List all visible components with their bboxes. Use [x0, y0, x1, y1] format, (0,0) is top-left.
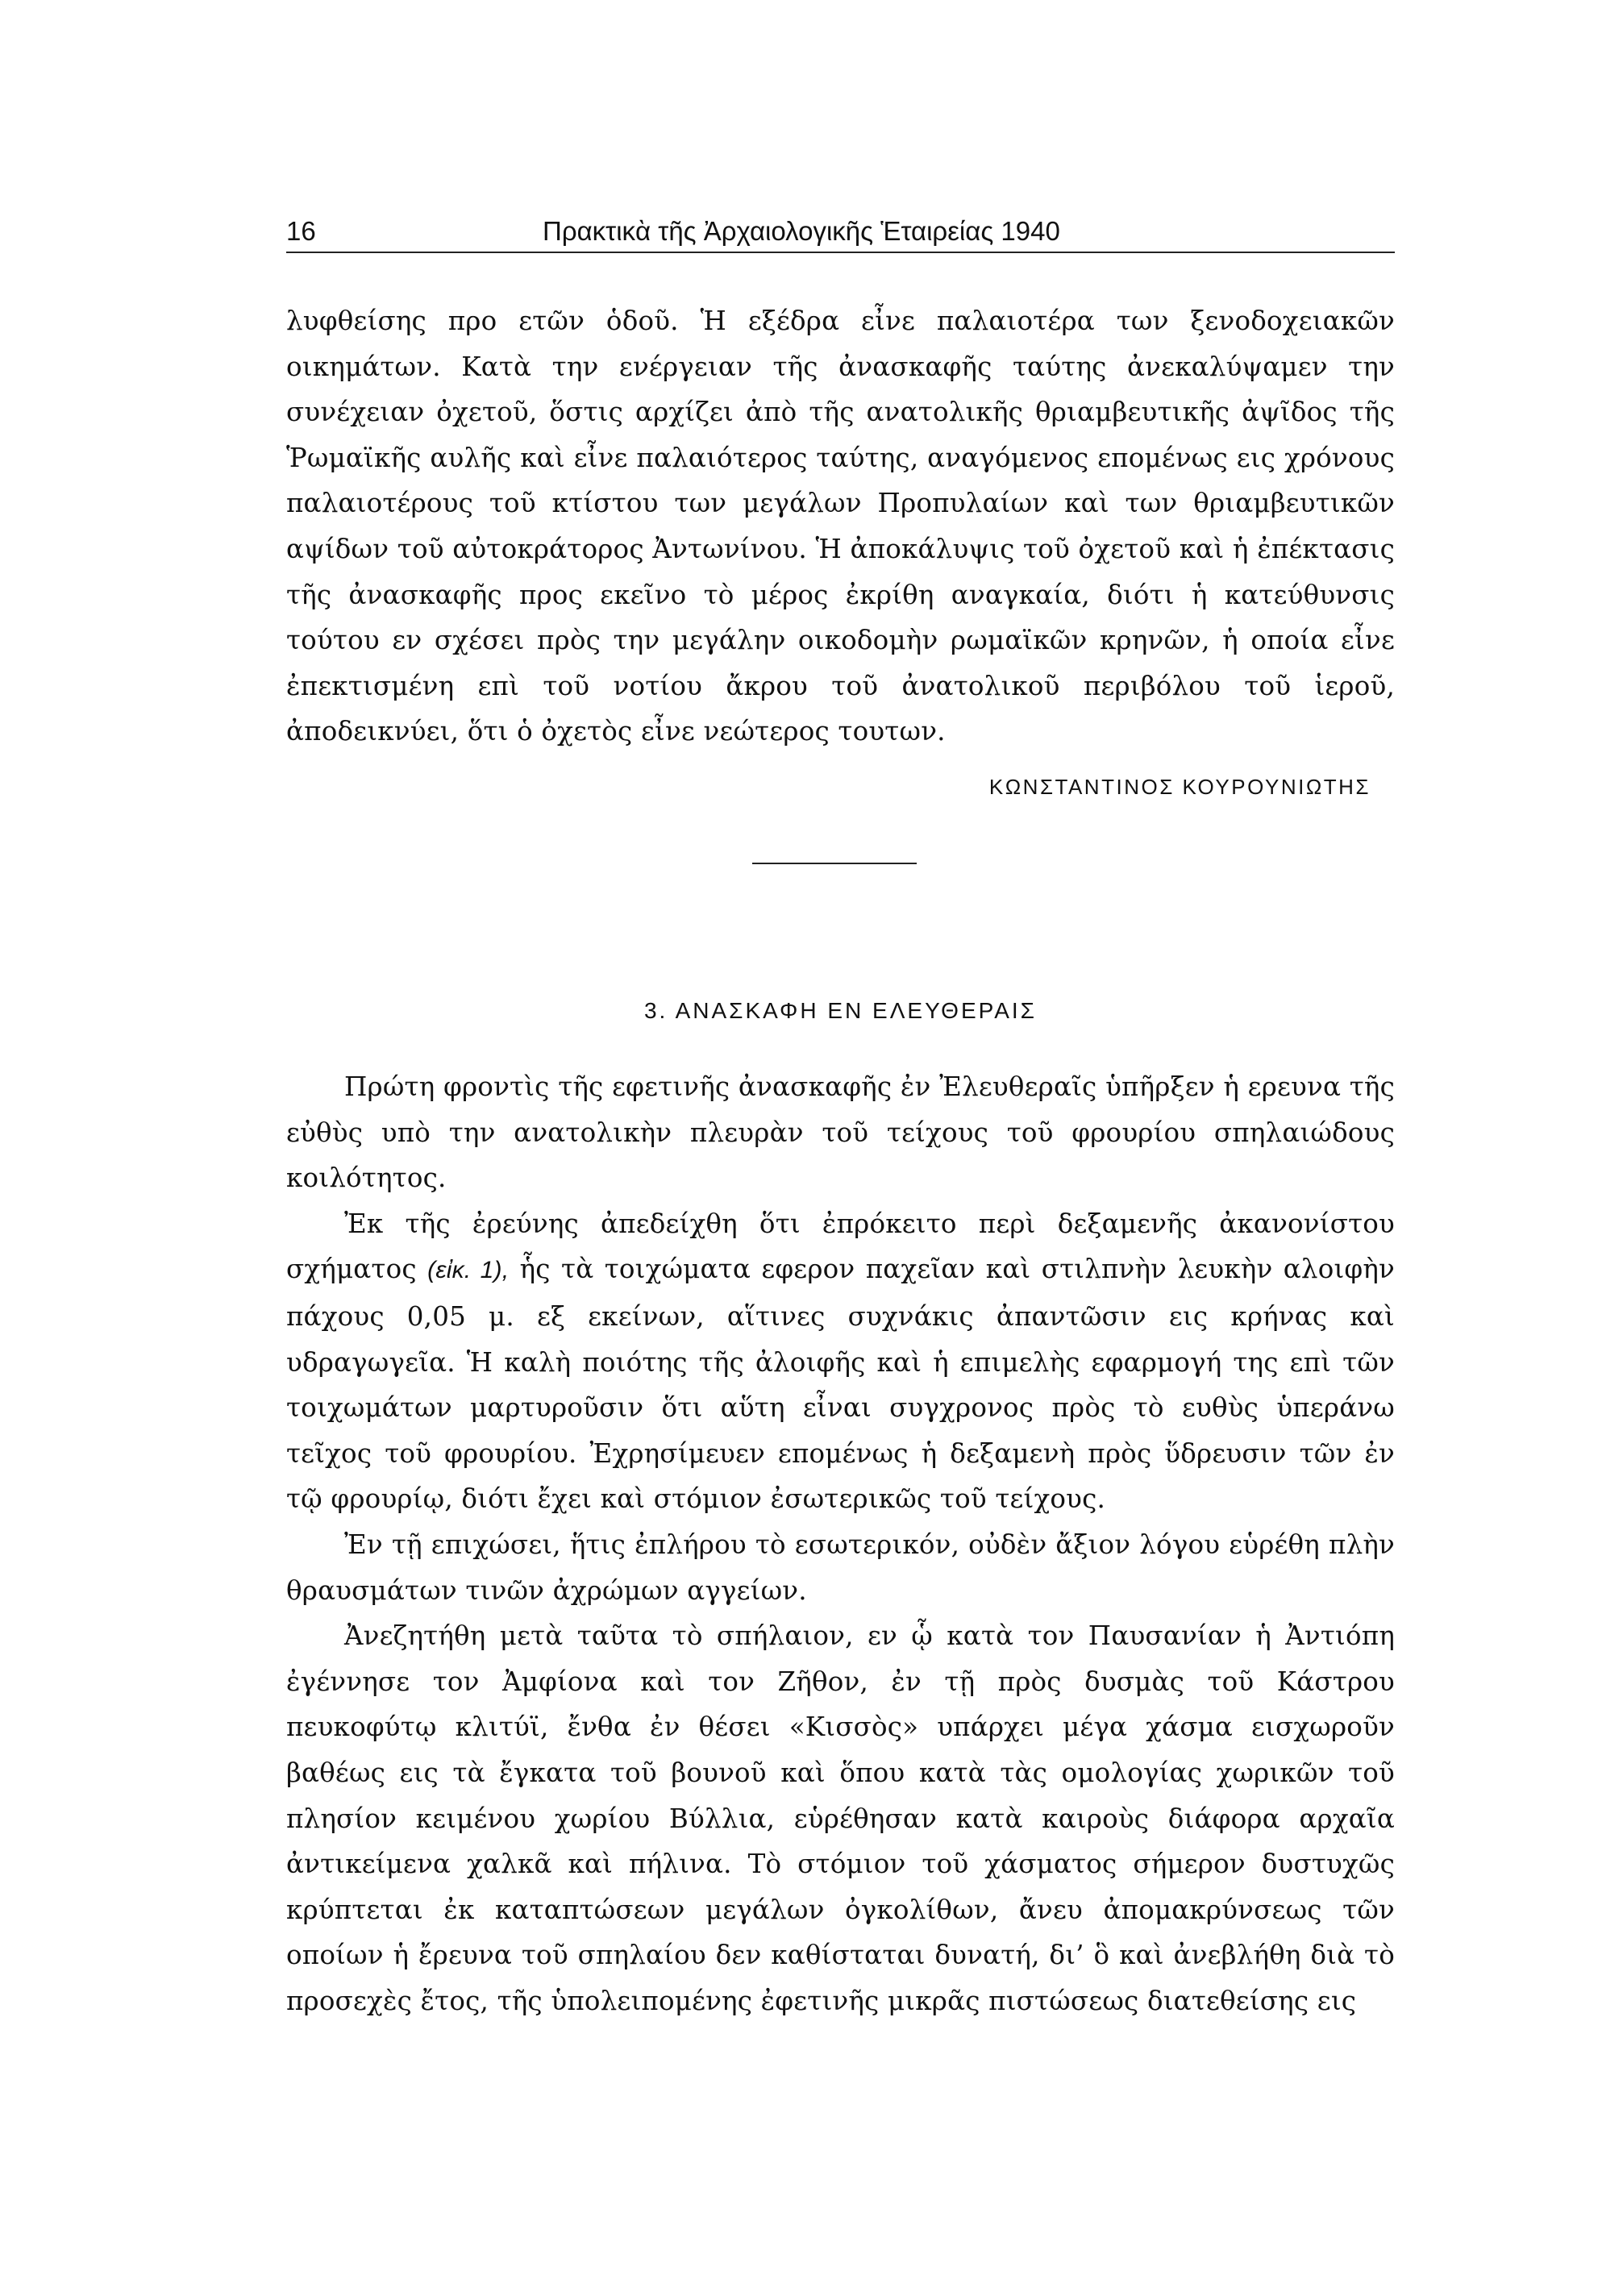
running-head [286, 211, 1395, 253]
document-page [286, 0, 1395, 2296]
paragraph: Ἐν τῇ επιχώσει, ἥτις ἐπλήρου τὸ εσωτερικόν, οὐδὲν ἄξιον λόγου εὑρέθη πλὴν θραυσμάτων τινῶν ἀχρώμων αγγείων. [286, 1529, 1395, 1606]
journal-title: Πρακτικὰ τῆς Ἀρχαιολογικῆς Ἑταιρείας 1940 [543, 216, 1060, 246]
page-number: 16 [286, 216, 316, 246]
paragraph-text: Ἐκ τῆς ἐρεύνης ἀπεδείχθη ὅτι ἐπρόκειτο περὶ δεξαμενῆς ἀκανονίστου σχήματος [286, 1208, 1395, 1285]
paragraph-text: ἧς τὰ τοιχώματα εφερον παχεῖαν καὶ στιλπνὴν λευκὴν αλοιφὴν πάχους 0,05 μ. εξ εκείνων, αἵτινες συχνάκις ἀπαντῶσιν εις κρήνας καὶ υδραγωγεῖα. Ἡ καλὴ ποιότης τῆς ἀλοιφῆς καὶ ἡ επιμελὴς εφαρμογή της επὶ τῶν τοιχωμάτων μαρτυροῦσιν ὅτι αὕτη εἶναι συγχρονος πρὸς τὸ ευθὺς ὑπεράνω τεῖχος τοῦ φρουρίου. Ἐχρησίμευεν επομένως ἡ δεξαμενὴ πρὸς ὕδρευσιν τῶν ἐν τῷ φρουρίῳ, διότι ἔχει καὶ στόμιον ἐσωτερικῶς τοῦ τείχους. [286, 1254, 1395, 1515]
section-body [286, 1064, 1395, 2024]
continued-paragraph [286, 298, 1395, 755]
author-signature: ΚΩΝΣΤΑΝΤΙΝΟΣ ΚΟΥΡΟΥΝΙΩΤΗΣ [988, 775, 1371, 799]
section-heading: 3. ΑΝΑΣΚΑΦΗ ΕΝ ΕΛΕΥΘΕΡΑΙΣ [643, 998, 1037, 1023]
paragraph-text: λυφθείσης προ ετῶν ὁδοῦ. Ἡ εξέδρα εἶνε παλαιοτέρα των ξενοδοχειακῶν οικημάτων. Κατὰ την ενέργειαν τῆς ἀνασκαφῆς ταύτης ἀνεκαλύψαμεν την συνέχειαν ὀχετοῦ, ὅστις αρχίζει ἀπὸ τῆς ανατολικῆς θριαμβευτικῆς ἀψῖδος τῆς Ῥωμαϊκῆς αυλῆς καὶ εἶνε παλαιότερος ταύτης, αναγόμενος επομένως εις χρόνους παλαιοτέρους τοῦ κτίστου των μεγάλων Προπυλαίων καὶ των θριαμβευτικῶν αψίδων τοῦ αὐτοκράτορος Ἀντωνίνου. Ἡ ἀποκάλυψις τοῦ ὀχετοῦ καὶ ἡ ἐπέκτασις τῆς ἀνασκαφῆς προς εκεῖνο τὸ μέρος ἐκρίθη αναγκαία, διότι ἡ κατεύθυνσις τούτου εν σχέσει πρὸς την μεγάλην οικοδομὴν ρωμαϊκῶν κρηνῶν, ἡ οποία εἶνε ἐπεκτισμένη επὶ τοῦ νοτίου ἄκρου τοῦ ἀνατολικοῦ περιβόλου τοῦ ἱεροῦ, ἀποδεικνύει, ὅτι ὁ ὀχετὸς εἶνε νεώτερος τουτων. [286, 306, 1395, 747]
paragraph: Πρώτη φροντὶς τῆς εφετινῆς ἀνασκαφῆς ἐν Ἐλευθεραῖς ὑπῆρξεν ἡ ερευνα τῆς εὐθὺς υπὸ την ανατολικὴν πλευρὰν τοῦ τείχους τοῦ φρουρίου σπηλαιώδους κοιλότητος. [286, 1071, 1395, 1194]
section-divider [752, 863, 917, 864]
figure-reference: (εἰκ. 1), [427, 1257, 510, 1284]
paragraph: Ἀνεζητήθη μετὰ ταῦτα τὸ σπήλαιον, εν ᾧ κατὰ τον Παυσανίαν ἡ Ἀντιόπη ἐγέννησε τον Ἀμφίονα καὶ τον Ζῆθον, ἐν τῇ πρὸς δυσμὰς τοῦ Κάστρου πευκοφύτῳ κλιτύϊ, ἔνθα ἐν θέσει «Κισσὸς» υπάρχει μέγα χάσμα εισχωροῦν βαθέως εις τὰ ἔγκατα τοῦ βουνοῦ καὶ ὅπου κατὰ τὰς ομολογίας χωρικῶν τοῦ πλησίον κειμένου χωρίου Βύλλια, εὑρέθησαν κατὰ καιροὺς διάφορα αρχαῖα ἀντικείμενα χαλκᾶ καὶ πήλινα. Τὸ στόμιον τοῦ χάσματος σήμερον δυστυχῶς κρύπτεται ἐκ καταπτώσεων μεγάλων ὀγκολίθων, ἄνευ ἀπομακρύνσεως τῶν οποίων ἡ ἔρευνα τοῦ σπηλαίου δεν καθίσταται δυνατή, δι’ ὃ καὶ ἀνεβλήθη διὰ τὸ προσεχὲς ἔτος, τῆς ὑπολειπομένης ἐφετινῆς μικρᾶς πιστώσεως διατεθείσης εις [286, 1620, 1395, 2016]
paragraph [286, 1201, 1395, 1522]
